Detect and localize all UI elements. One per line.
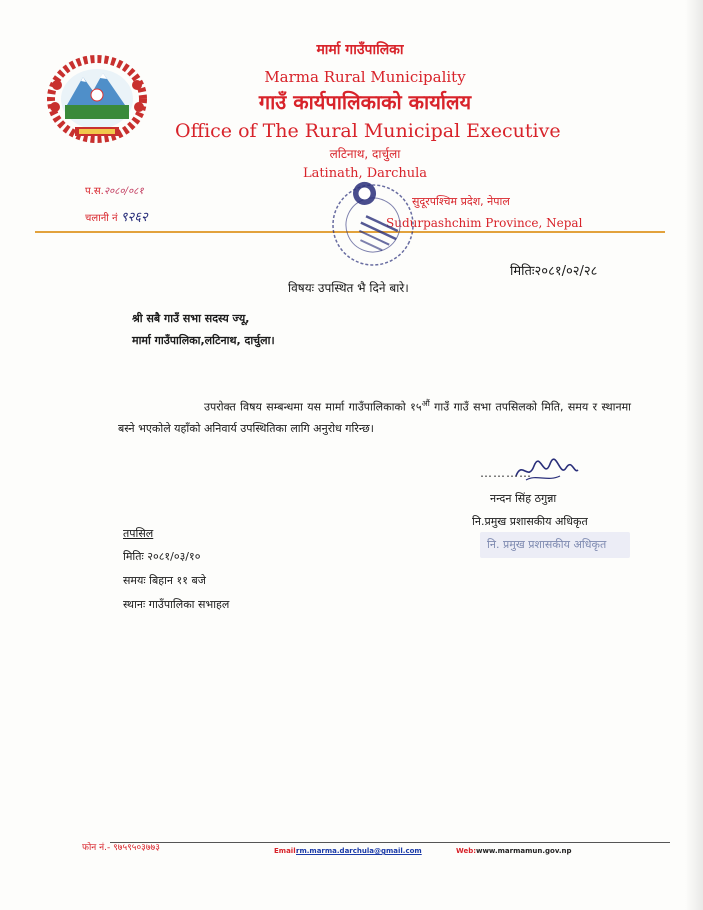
dispatch-number-label: चलानी नं	[85, 213, 118, 224]
header-province-np: सुदूरपश्चिम प्रदेश, नेपाल	[412, 195, 510, 208]
header-location-en: Latinath, Darchula	[302, 166, 428, 181]
header-name-np: मार्मा गाउँपालिका	[316, 42, 404, 58]
letter-body	[118, 393, 631, 439]
footer-web-link[interactable]: www.marmamun.gov.np	[476, 847, 572, 855]
dispatch-number-value: ९२६२	[120, 210, 148, 225]
details-heading: तपसिल	[123, 527, 154, 540]
header-province-en: Sudurpashchim Province, Nepal	[386, 216, 583, 230]
header-office-np: गाउँ कार्यपालिकाको कार्यालय	[258, 90, 472, 114]
footer-email-link[interactable]: rm.marma.darchula@gmail.com	[296, 847, 422, 855]
footer-divider	[110, 842, 670, 843]
addressee-line-1: श्री सबै गाउँ सभा सदस्य ज्यू,	[132, 312, 250, 325]
letter-body-part-2: गाउँ गाउँ सभा तपसिलको मिति, समय र स्थानमा बस्ने भएकोले यहाँको अनिवार्य उपस्थितिका लागि अनुरोध गरिन्छ।	[118, 400, 632, 435]
footer-web-label: Web:	[456, 847, 477, 855]
office-seal-icon	[328, 180, 418, 270]
details-date: मितिः २०८१/०३/१०	[123, 550, 201, 563]
letter-body-part-1: उपरोक्त विषय सम्बन्धमा यस मार्मा गाउँपालिकाको १५	[204, 400, 422, 414]
addressee-line-2: मार्मा गाउँपालिका,लटिनाथ, दार्चुला।	[132, 334, 275, 347]
details-venue: स्थानः गाउँपालिका सभाहल	[123, 598, 230, 611]
footer-phone: फोन नं.- ९७५९५०३७७३	[82, 843, 160, 853]
signature-dots: …………	[480, 466, 532, 480]
header-office-en: Office of The Rural Municipal Executive	[175, 120, 561, 142]
dispatch-number-line	[85, 207, 148, 225]
letter-subject: विषयः उपस्थित भै दिने बारे।	[288, 281, 409, 295]
fiscal-year-value: २०८०/०८१	[103, 186, 144, 197]
header-name-en: Marma Rural Municipality	[264, 68, 466, 86]
details-time: समयः बिहान ११ बजे	[123, 574, 206, 587]
letter-body-ordinal: औं	[421, 399, 430, 408]
header-location-np: लटिनाथ, दार्चुला	[329, 147, 401, 161]
signatory-title: नि.प्रमुख प्रशासकीय अधिकृत	[472, 515, 588, 528]
fiscal-year-line	[85, 183, 144, 197]
designation-stamp-text: नि. प्रमुख प्रशासकीय अधिकृत	[487, 538, 607, 551]
page-edge-shadow	[685, 0, 703, 910]
nepal-emblem-icon	[45, 55, 150, 147]
footer-email-label: Email:	[274, 847, 299, 855]
fiscal-year-label: प.स.	[85, 186, 104, 197]
signatory-name: नन्दन सिंह ठगुन्ना	[490, 492, 557, 505]
letter-date: मितिः२०८१/०२/२८	[510, 264, 598, 279]
